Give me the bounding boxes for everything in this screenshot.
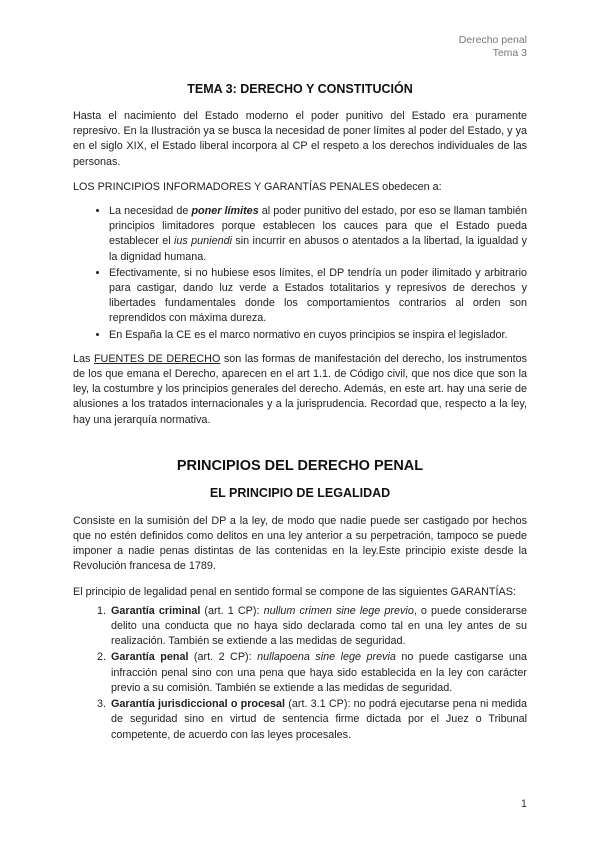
guarantees-list bbox=[73, 604, 527, 743]
list-item bbox=[109, 697, 527, 743]
bullet-text: al poder punitivo del estado, por eso se llaman también principios limitadores porque establecen los cauces para que el Estado pueda establecer el bbox=[109, 205, 528, 248]
page-number: 1 bbox=[520, 798, 527, 810]
sources-text: Las bbox=[73, 352, 94, 365]
guarantee-text: no puede castigarse una infracción penal sino con una pena que haya sido establecida en la ley con carácter previo a su comisión. También se extiende a las medidas de seguridad. bbox=[111, 651, 527, 694]
latin-term: nullapoena sine lege previa bbox=[257, 651, 396, 664]
guarantee-ref: (art. 2 CP): bbox=[188, 651, 258, 664]
bullet-text: sin incurrir en abusos o atentados a la libertad, la igualdad y la dignidad humana. bbox=[109, 235, 528, 263]
intro-paragraph: Hasta el nacimiento del Estado moderno el poder punitivo del Estado era puramente represivo. En la Ilustración ya se busca la necesidad de poner límites al poder del Estado, y ya en el siglo XIX, el Estado liberal incorpora al CP el respeto a los derechos individuales de las personas. bbox=[73, 110, 527, 168]
header-topic: Tema 3 bbox=[492, 47, 527, 59]
list-item bbox=[109, 204, 527, 265]
list-item: • En España la CE es el marco normativo en cuyos principios se inspira el legislador. bbox=[109, 328, 527, 343]
section-title: PRINCIPIOS DEL DERECHO PENAL bbox=[176, 457, 424, 474]
list-item bbox=[109, 604, 527, 650]
bullet-text: La necesidad de bbox=[109, 205, 192, 218]
principles-list bbox=[73, 204, 527, 343]
guarantee-name: Garantía penal bbox=[111, 651, 189, 664]
document-title: TEMA 3: DERECHO Y CONSTITUCIÓN bbox=[187, 82, 413, 96]
latin-term: nullum crimen sine lege previo bbox=[263, 604, 414, 617]
subsection-title: EL PRINCIPIO DE LEGALIDAD bbox=[209, 485, 391, 500]
emphasis-text: poner límites bbox=[191, 205, 259, 218]
sources-term: FUENTES DE DERECHO bbox=[93, 352, 221, 365]
list-item bbox=[109, 650, 527, 696]
page-header bbox=[459, 34, 527, 60]
sources-text: son las formas de manifestación del derecho, los instrumentos de los que emana el Derecho, aparecen en el art 1.1. de Código civil, que nos dice que son la ley, la costumbre y los principios generales del derecho. Además, en este art. hay una serie de alusiones a los tratados internacionales y a la jurisprudencia. Recordad que, respecto a la ley, hay una jerarquía normativa. bbox=[73, 352, 527, 426]
guarantee-name: Garantía criminal bbox=[111, 604, 201, 617]
principles-lead: LOS PRINCIPIOS INFORMADORES Y GARANTÍAS PENALES obedecen a: bbox=[73, 180, 442, 193]
guarantee-text: , o puede considerarse delito una conducta que no haya sido declarada como tal en una ley antes de su realización. También se extiende a las medidas de seguridad. bbox=[111, 604, 527, 648]
guarantee-name: Garantía jurisdiccional o procesal bbox=[111, 698, 286, 711]
guarantee-ref: (art. 1 CP): bbox=[200, 604, 264, 617]
legality-paragraph: Consiste en la sumisión del DP a la ley, de modo que nadie puede ser castigado por hechos que no estén definidos como delitos en una ley anterior a su perpetración, tampoco se puede imponer a nadie penas distintas de las contenidas en la ley.Este principio existe desde la Revolución francesa de 1789. bbox=[73, 514, 527, 573]
latin-term: ius puniendi bbox=[173, 235, 232, 248]
guarantee-ref: (art. 3.1 CP): no podrá ejecutarse pena ni medida de seguridad sino en virtud de sentencia firme dictada por el Juez o Tribunal competente, de acuerdo con las leyes procesales. bbox=[111, 698, 527, 741]
document-body bbox=[73, 82, 527, 744]
list-item: • Efectivamente, si no hubiese esos límites, el DP tendría un poder ilimitado y arbitrario para castigar, dando luz verde a Estados totalitarios y represivos de derechos y libertades fundamentales donde los comportamientos contrarios al orden son reprendidos con máxima dureza. bbox=[109, 266, 527, 327]
guarantees-lead: El principio de legalidad penal en sentido formal se compone de las siguientes GARANTÍAS: bbox=[73, 585, 516, 598]
header-subject: Derecho penal bbox=[458, 34, 527, 46]
sources-paragraph bbox=[73, 352, 527, 428]
